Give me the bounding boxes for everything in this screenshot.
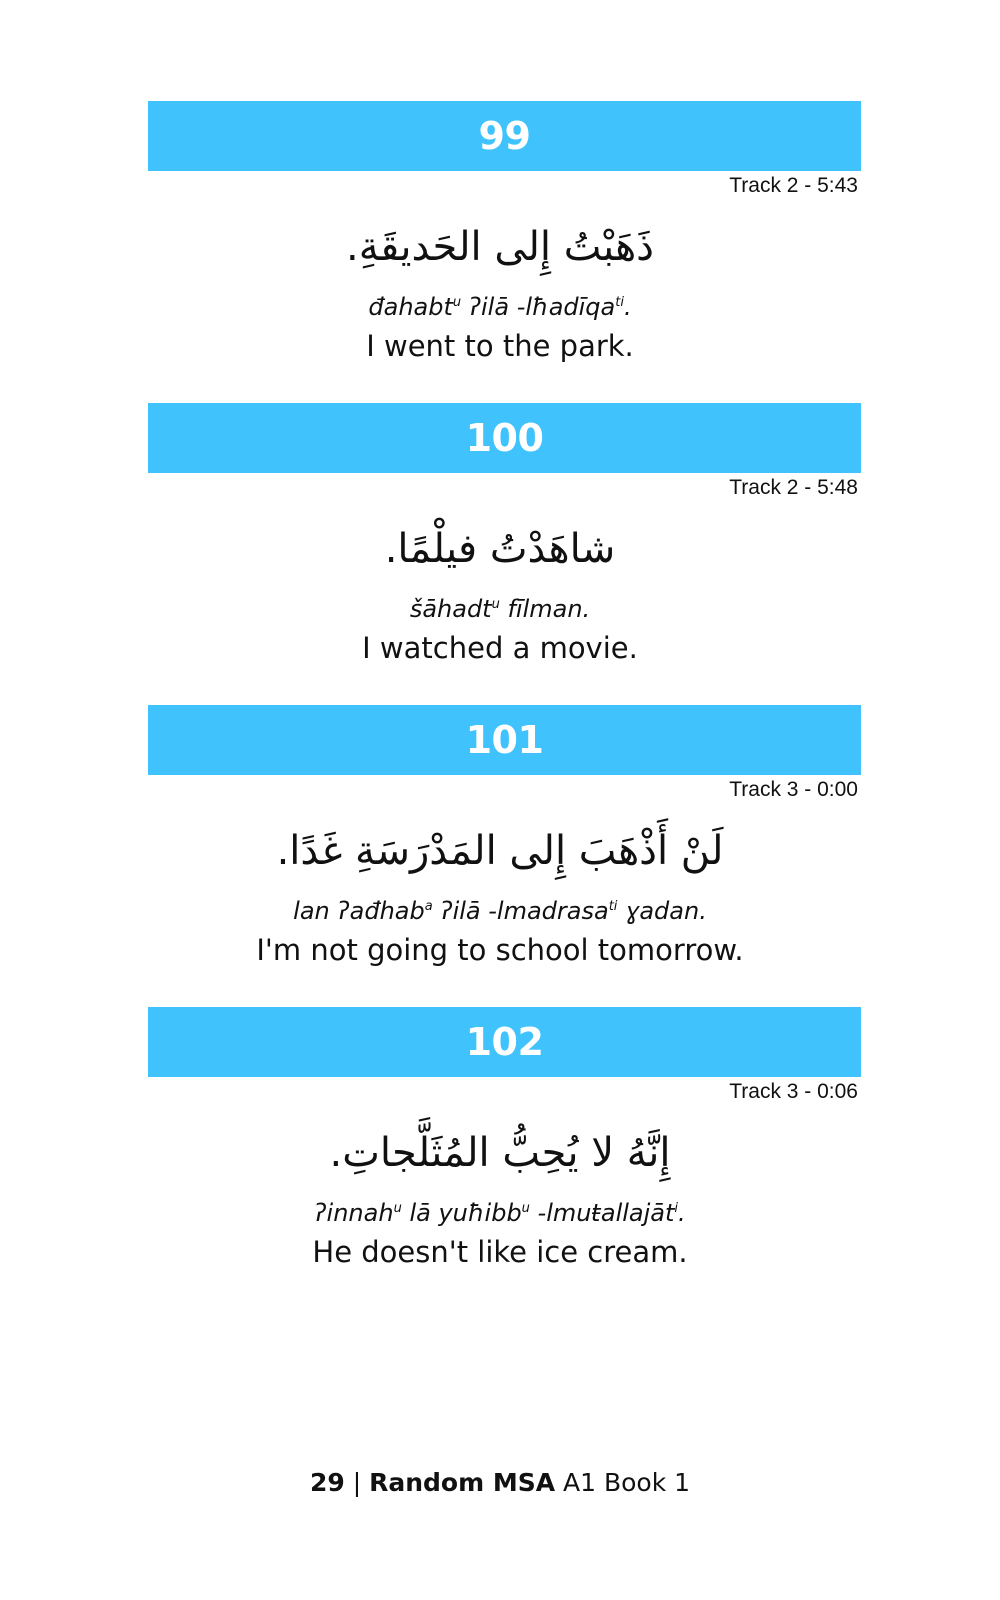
page-footer [0, 1468, 1000, 1497]
transliteration-segment: -lmuŧallajāt [529, 1199, 675, 1227]
transliteration-segment: fīlman. [499, 595, 591, 623]
transliteration-segment: ʔinnah [314, 1199, 394, 1227]
transliteration [0, 1197, 1000, 1229]
case-ending-superscript: i [674, 1201, 679, 1216]
transliteration [0, 593, 1000, 625]
case-ending-superscript: u [491, 597, 500, 612]
case-ending-superscript: u [521, 1201, 530, 1216]
phrase-entry-100 [0, 403, 1000, 693]
transliteration-segment: ʔilā -lħadīqa [461, 293, 616, 321]
book-series-title: Random MSA [369, 1468, 556, 1497]
entry-number: 100 [465, 416, 544, 460]
transliteration-segment: lan ʔađhab [293, 897, 425, 925]
entry-number-banner [148, 403, 861, 473]
audio-track-reference: Track 2 - 5:43 [729, 174, 858, 197]
transliteration-segment: ʔilā -lmadrasa [432, 897, 609, 925]
english-translation: I'm not going to school tomorrow. [256, 933, 744, 967]
transliteration-segment: ɣadan. [617, 897, 707, 925]
arabic-phrase: لَنْ أَذْهَبَ إِلى المَدْرَسَةِ غَدًا. [276, 828, 724, 874]
entry-number: 102 [465, 1020, 544, 1064]
english-translation: I watched a movie. [362, 631, 638, 665]
entry-number: 101 [465, 718, 544, 762]
page-number: 29 [309, 1468, 345, 1497]
transliteration-segment: . [623, 293, 632, 321]
arabic-phrase: ذَهَبْتُ إِلى الحَديقَةِ. [346, 224, 654, 270]
entry-number-banner [148, 705, 861, 775]
footer-separator: | [344, 1468, 370, 1497]
transliteration [0, 895, 1000, 927]
phrase-entry-102 [0, 1007, 1000, 1297]
case-ending-superscript: u [393, 1201, 402, 1216]
audio-track-reference: Track 2 - 5:48 [729, 476, 858, 499]
entry-number-banner [148, 101, 861, 171]
transliteration-segment: lā yuħibb [401, 1199, 522, 1227]
case-ending-superscript: ti [615, 295, 624, 310]
case-ending-superscript: a [424, 899, 433, 914]
entry-number: 99 [478, 114, 531, 158]
phrase-entry-99 [0, 101, 1000, 391]
arabic-phrase: شاهَدْتُ فيلْمًا. [384, 526, 616, 572]
transliteration-segment: . [678, 1199, 686, 1227]
entry-number-banner [148, 1007, 861, 1077]
transliteration [0, 291, 1000, 323]
case-ending-superscript: u [452, 295, 462, 310]
audio-track-reference: Track 3 - 0:06 [729, 1080, 858, 1103]
case-ending-superscript: ti [608, 899, 618, 914]
transliteration-segment: đahabt [368, 293, 453, 321]
transliteration-segment: šāhadt [409, 595, 492, 623]
audio-track-reference: Track 3 - 0:00 [729, 778, 858, 801]
arabic-phrase: إِنَّهُ لا يُحِبُّ المُثَلَّجاتِ. [329, 1130, 671, 1176]
phrase-entry-101 [0, 705, 1000, 995]
book-level-title: A1 Book 1 [555, 1468, 691, 1497]
english-translation: He doesn't like ice cream. [312, 1235, 688, 1269]
english-translation: I went to the park. [366, 329, 634, 363]
